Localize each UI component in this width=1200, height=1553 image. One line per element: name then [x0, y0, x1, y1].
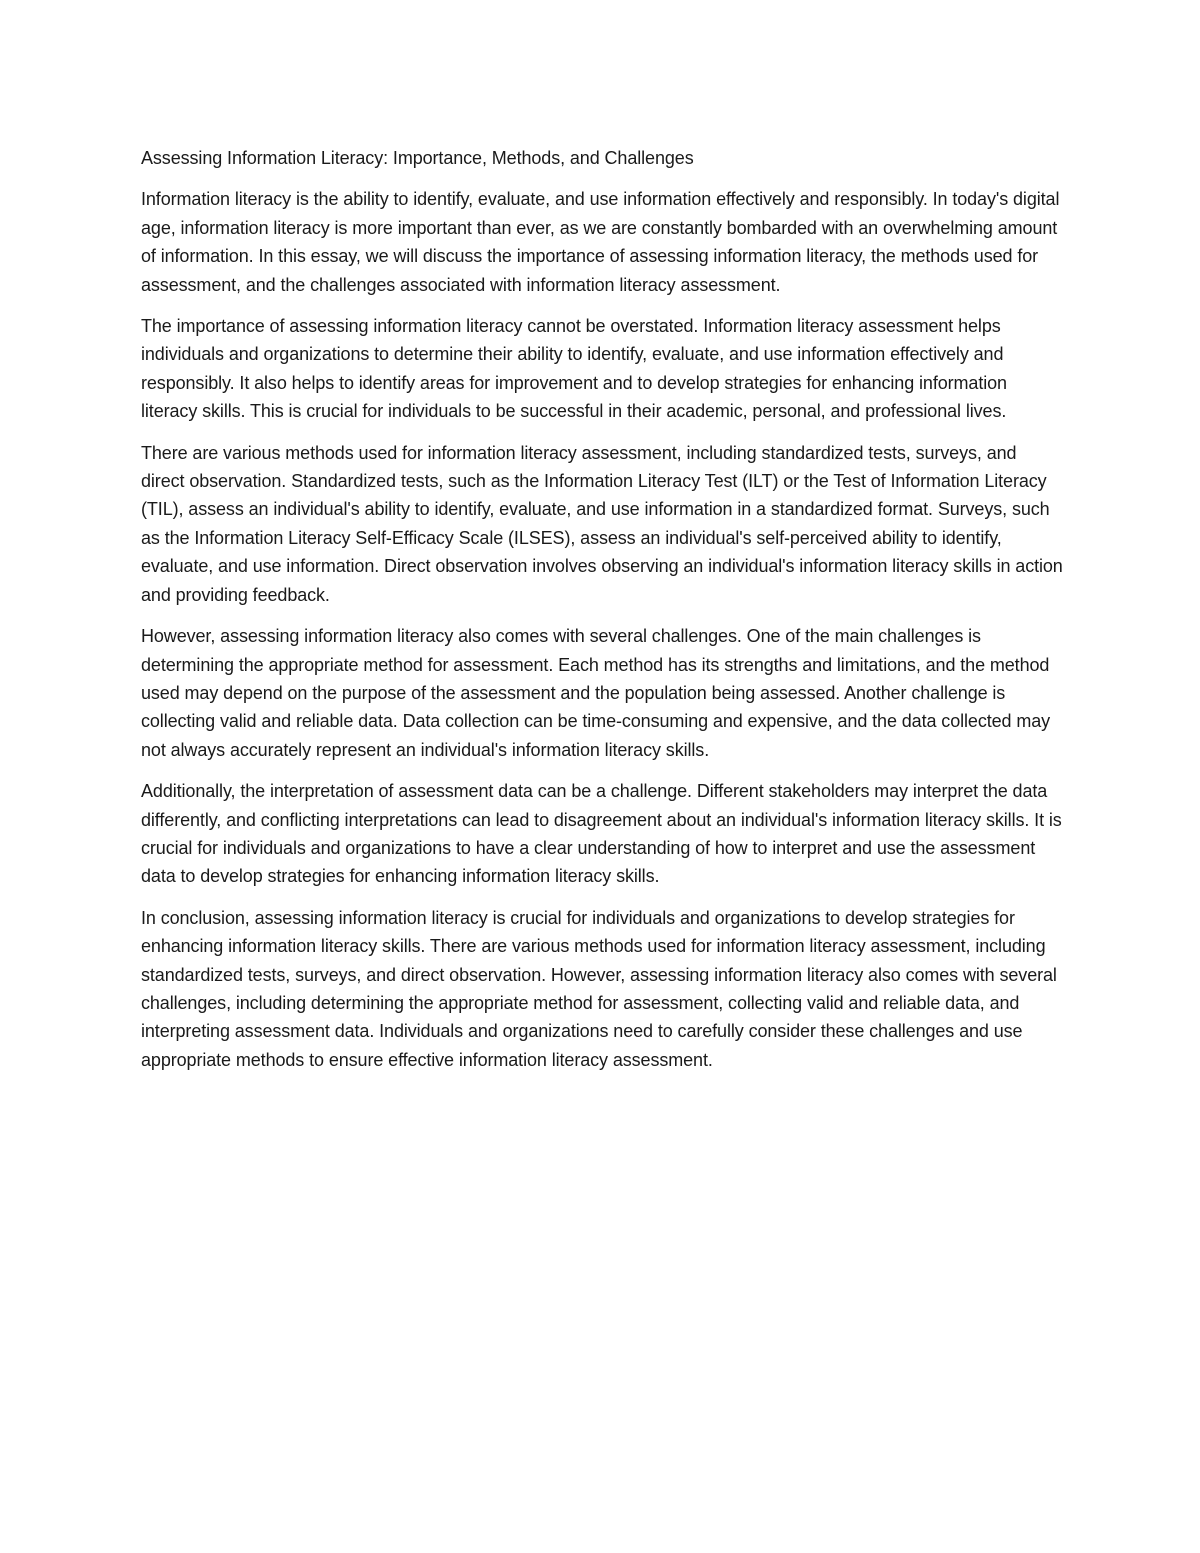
- paragraph-interpretation: Additionally, the interpretation of assessment data can be a challenge. Different stakeholders may interpret the data differently, and conflicting interpretations can lead to disagreement about an individual's information literacy skills. It is crucial for individuals and organizations to have a clear understanding of how to interpret and use the assessment data to develop strategies for enhancing information literacy skills.: [141, 781, 1062, 887]
- paragraph-importance: The importance of assessing information literacy cannot be overstated. Information literacy assessment helps individuals and organizations to determine their ability to identify, evaluate, and use information effectively and responsibly. It also helps to identify areas for improvement and to develop strategies for enhancing information literacy skills. This is crucial for individuals to be successful in their academic, personal, and professional lives.: [141, 316, 1007, 422]
- paragraph-challenges: However, assessing information literacy also comes with several challenges. One of the main challenges is determining the appropriate method for assessment. Each method has its strengths and limitations, and the method used may depend on the purpose of the assessment and the population being assessed. Another challenge is collecting valid and reliable data. Data collection can be time-consuming and expensive, and the data collected may not always accurately represent an individual's information literacy skills.: [141, 626, 1051, 760]
- paragraph-introduction: Information literacy is the ability to identify, evaluate, and use information effectively and responsibly. In today's digital age, information literacy is more important than ever, as we are constantly bombarded with an overwhelming amount of information. In this essay, we will discuss the importance of assessing information literacy, the methods used for assessment, and the challenges associated with information literacy assessment.: [141, 189, 1060, 295]
- document-body: [141, 144, 1063, 1087]
- paragraph-conclusion: In conclusion, assessing information literacy is crucial for individuals and organizations to develop strategies for enhancing information literacy skills. There are various methods used for information literacy assessment, including standardized tests, surveys, and direct observation. However, assessing information literacy also comes with several challenges, including determining the appropriate method for assessment, collecting valid and reliable data, and interpreting assessment data. Individuals and organizations need to carefully consider these challenges and use appropriate methods to ensure effective information literacy assessment.: [141, 907, 1057, 1070]
- paragraph-methods: There are various methods used for information literacy assessment, including standardized tests, surveys, and direct observation. Standardized tests, such as the Information Literacy Test (ILT) or the Test of Information Literacy (TIL), assess an individual's ability to identify, evaluate, and use information in a standardized format. Surveys, such as the Information Literacy Self-Efficacy Scale (ILSES), assess an individual's self-perceived ability to identify, evaluate, and use information. Direct observation involves observing an individual's information literacy skills in action and providing feedback.: [141, 442, 1063, 605]
- document-title: Assessing Information Literacy: Importance, Methods, and Challenges: [141, 148, 694, 168]
